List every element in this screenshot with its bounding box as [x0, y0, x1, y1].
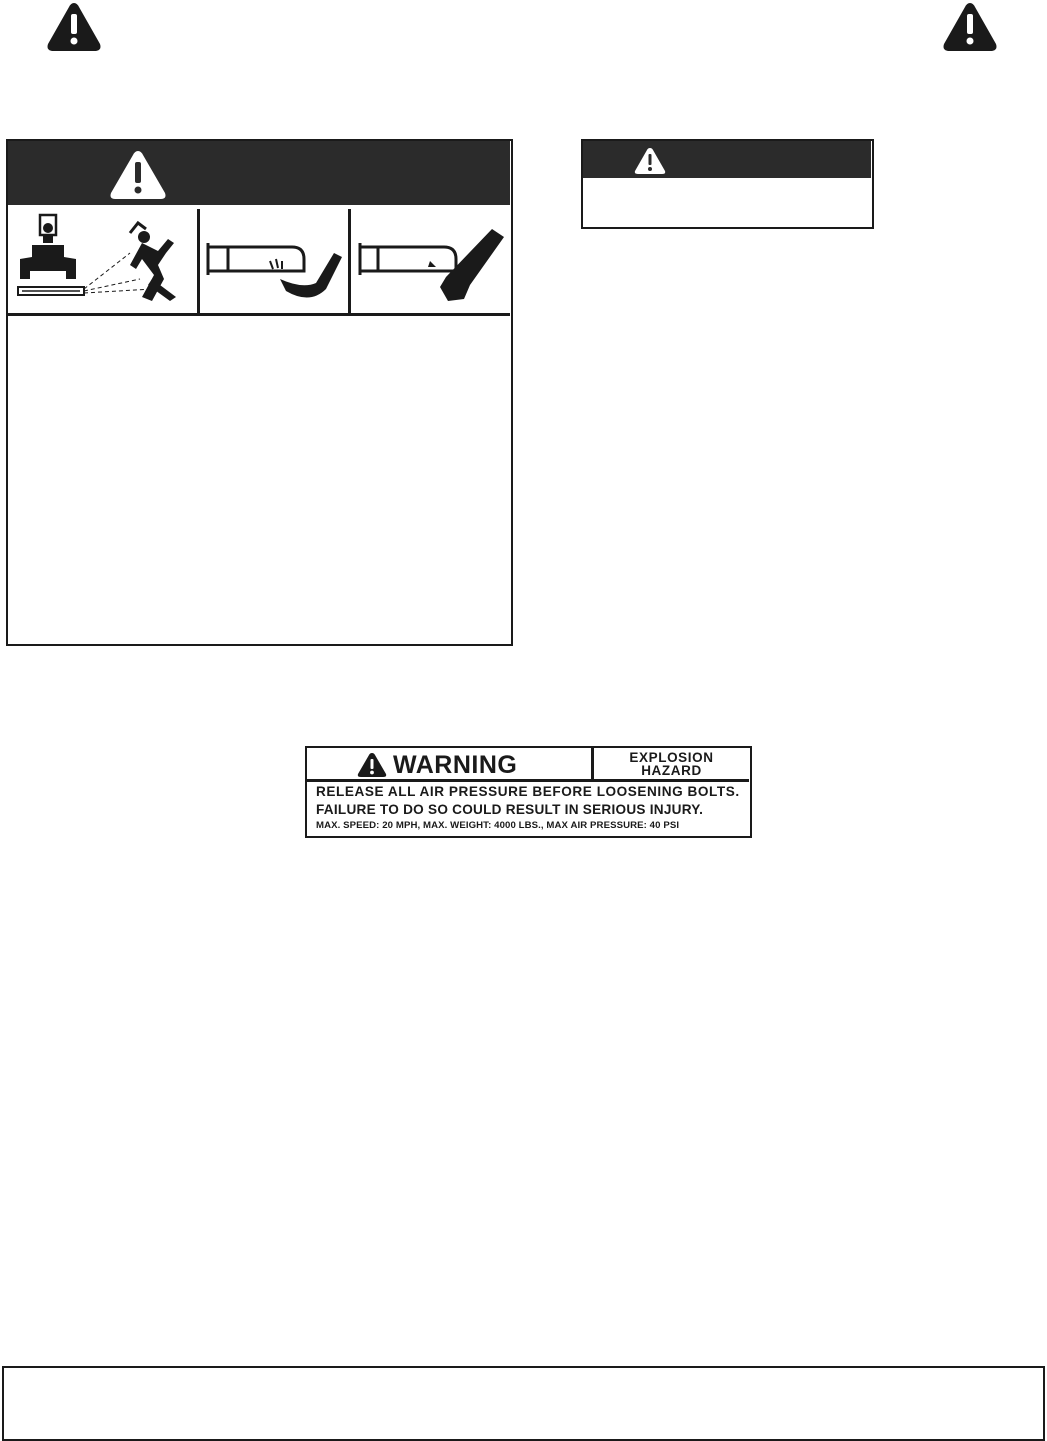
safety-decal-large	[6, 139, 513, 646]
instruction-line-3: MAX. SPEED: 20 MPH, MAX. WEIGHT: 4000 LBS., MAX AIR PRESSURE: 40 PSI	[316, 820, 680, 831]
thrown-object-hazard-icon	[12, 209, 194, 311]
foot-cut-hazard-icon	[352, 209, 508, 311]
warning-triangle-icon	[941, 0, 999, 54]
decal-header-bar	[8, 141, 510, 205]
hand-cut-hazard-icon	[202, 209, 346, 311]
warning-triangle-icon	[107, 148, 169, 202]
footer-box	[2, 1366, 1045, 1441]
safety-decal-small	[581, 139, 874, 229]
warning-triangle-icon	[357, 752, 387, 778]
hazard-line-1: EXPLOSION	[629, 750, 714, 765]
hazard-line-2: HAZARD	[641, 762, 702, 778]
warning-triangle-icon	[634, 147, 666, 175]
warning-signal-word: WARNING	[393, 750, 518, 779]
hazard-type-label	[594, 752, 749, 777]
warning-signal-word-group	[357, 751, 587, 779]
warning-triangle-icon	[45, 0, 103, 54]
instruction-line-1: RELEASE ALL AIR PRESSURE BEFORE LOOSENING BOLTS.	[316, 784, 740, 799]
explosion-hazard-decal	[305, 746, 752, 838]
instruction-line-2: FAILURE TO DO SO COULD RESULT IN SERIOUS INJURY.	[316, 802, 704, 817]
decal-header-bar	[583, 141, 871, 178]
